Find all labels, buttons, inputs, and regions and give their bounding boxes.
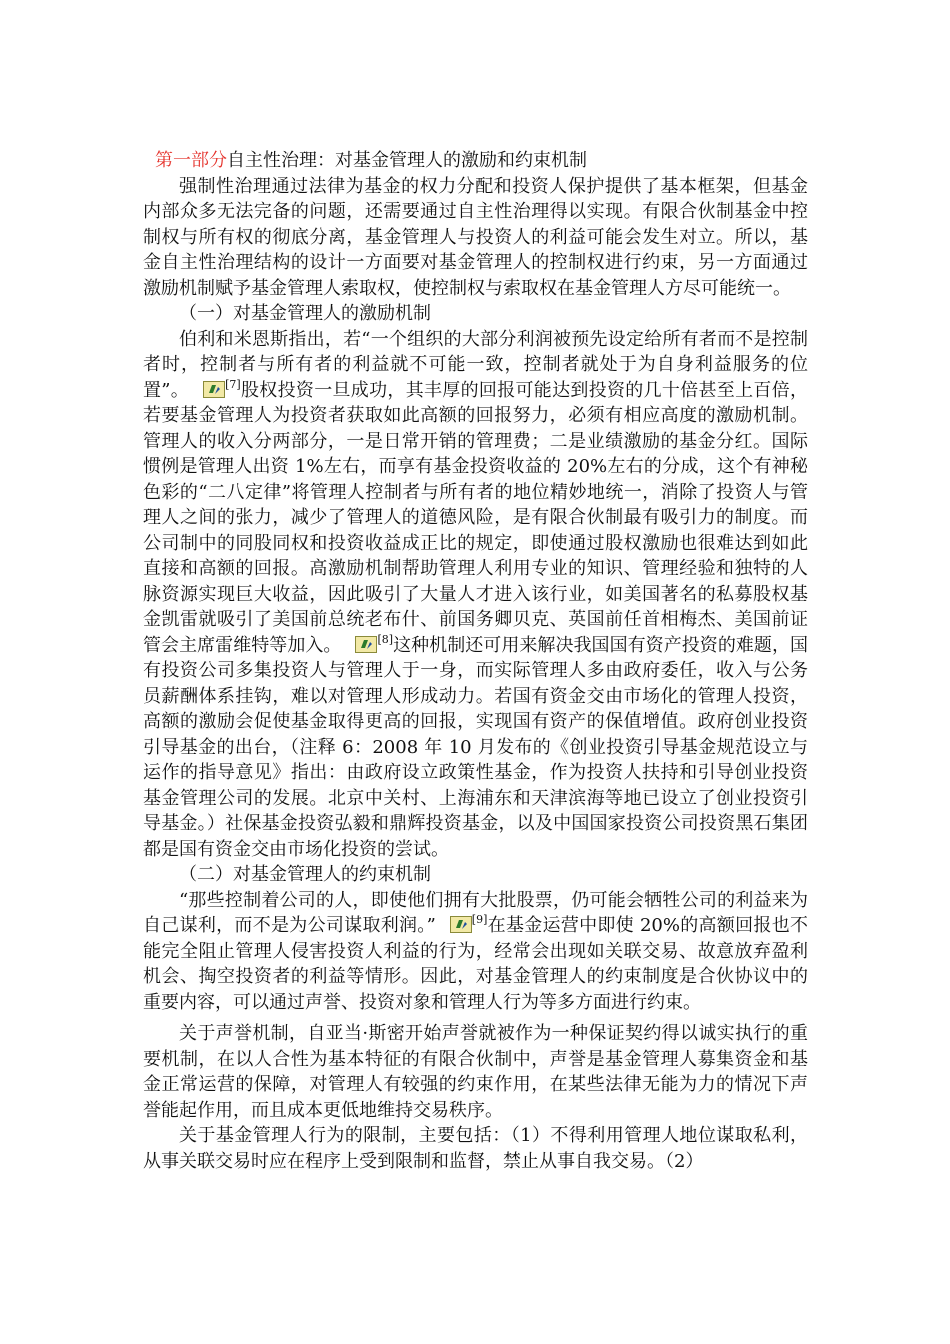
paragraph-reputation: 关于声誉机制，自亚当·斯密开始声誉就被作为一种保证契约得以诚实执行的重要机制，在以人合性为基本特征的有限合伙制中，声誉是基金管理人募集资金和基金正常运营的保障，对管理人有较强的约束作用，在某些法律无能为力的情况下声誉能起作用，而且成本更低地维持交易秩序。 <box>143 1023 808 1121</box>
paragraph-behavior-limits: 关于基金管理人行为的限制，主要包括：（1）不得利用管理人地位谋取私利，从事关联交易时应在程序上受到限制和监督，禁止从事自我交易。（2） <box>143 1125 808 1172</box>
paragraph-text: 在基金运营中即使 20%的高额回报也不能完全阻止管理人侵害投资人利益的行为，经常会出现如关联交易、故意放弃盈利机会、掏空投资者的利益等情形。因此，对基金管理人的约束制度是合伙协议中的重要内容，可以通过声誉、投资对象和管理人行为等多方面进行约束。 <box>143 915 808 1013</box>
footnote-ref[interactable]: [7] <box>225 377 241 391</box>
document-body <box>143 148 808 1174</box>
paragraph-text: “那些控制着公司的人，即使他们拥有大批股票，仍可能会牺牲公司的利益来为自己谋利，而不是为公司谋取利润。” <box>143 889 808 936</box>
footnote-ref[interactable]: [8] <box>377 632 394 646</box>
paragraph-text: 这种机制还可用来解决我国国有资产投资的难题，国有投资公司多集投资人与管理人于一身，而实际管理人多由政府委任，收入与公务员薪酬体系挂钩，难以对管理人形成动力。若国有资金交由市场化的管理人投资，高额的激励会促使基金取得更高的回报，实现国有资产的保值增值。政府创业投资引导基金的出台，（注释 6：2008 年 10 月发布的《创业投资引导基金规范设立与运作的指导意见》指出：由政府设立政策性基金，作为投资人扶持和引导创业投资基金管理公司的发展。北京中关村、上海浦东和天津滨海等地已设立了创业投资引导基金。）社保基金投资弘毅和鼎辉投资基金，以及中国国家投资公司投资黑石集团都是国有资金交由市场化投资的尝试。 <box>143 634 809 860</box>
subheading-constraint: （二）对基金管理人的约束机制 <box>179 864 431 885</box>
paragraph-constraint <box>143 888 808 1016</box>
footnote-link-icon[interactable] <box>450 916 472 933</box>
paragraph-intro: 强制性治理通过法律为基金的权力分配和投资人保护提供了基本框架，但基金内部众多无法完备的问题，还需要通过自主性治理得以实现。有限合伙制基金中控制权与所有权的彻底分离，基金管理人与投资人的利益可能会发生对立。所以，基金自主性治理结构的设计一方面要对基金管理人的控制权进行约束，另一方面通过激励机制赋予基金管理人索取权，使控制权与索取权在基金管理人方尽可能统一。 <box>143 175 808 299</box>
subheading-incentive: （一）对基金管理人的激励机制 <box>179 303 431 324</box>
section-part-label: 第一部分 <box>155 150 227 171</box>
section-title: 自主性治理：对基金管理人的激励和约束机制 <box>227 150 587 171</box>
paragraph-text: 伯利和米恩斯指出，若“一个组织的大部分利润被预先设定给所有者而不是控制者时，控制者与所有者的利益就不可能一致，控制者就处于为自身利益服务的位置”。 <box>143 328 808 401</box>
paragraph-text: 股权投资一旦成功，其丰厚的回报可能达到投资的几十倍甚至上百倍，若要基金管理人为投资者获取如此高额的回报努力，必须有相应高度的激励机制。管理人的收入分两部分，一是日常开销的管理费；二是业绩激励的基金分红。国际惯例是管理人出资 1%左右，而享有基金投资收益的 20%左右的分成，这个有神秘色彩的“二八定律”将管理人控制者与所有者的地位精妙地统一，消除了投资人与管理人之间的张力，减少了管理人的道德风险，是有限合伙制最有吸引力的制度。而公司制中的同股同权和投资收益成正比的规定，即使通过股权激励也很难达到如此直接和高额的回报。高激励机制帮助管理人利用专业的知识、管理经验和独特的人脉资源实现巨大收益，因此吸引了大量人才进入该行业，如美国著名的私募股权基金凯雷就吸引了美国前总统老布什、前国务卿贝克、英国前任首相梅杰、美国前证管会主席雷维特等加入。 <box>143 379 809 656</box>
section-heading <box>143 148 808 174</box>
paragraph-incentive <box>143 327 808 863</box>
footnote-link-icon[interactable] <box>203 381 225 398</box>
footnote-ref[interactable]: [9] <box>471 913 488 926</box>
footnote-link-icon[interactable] <box>355 636 377 653</box>
